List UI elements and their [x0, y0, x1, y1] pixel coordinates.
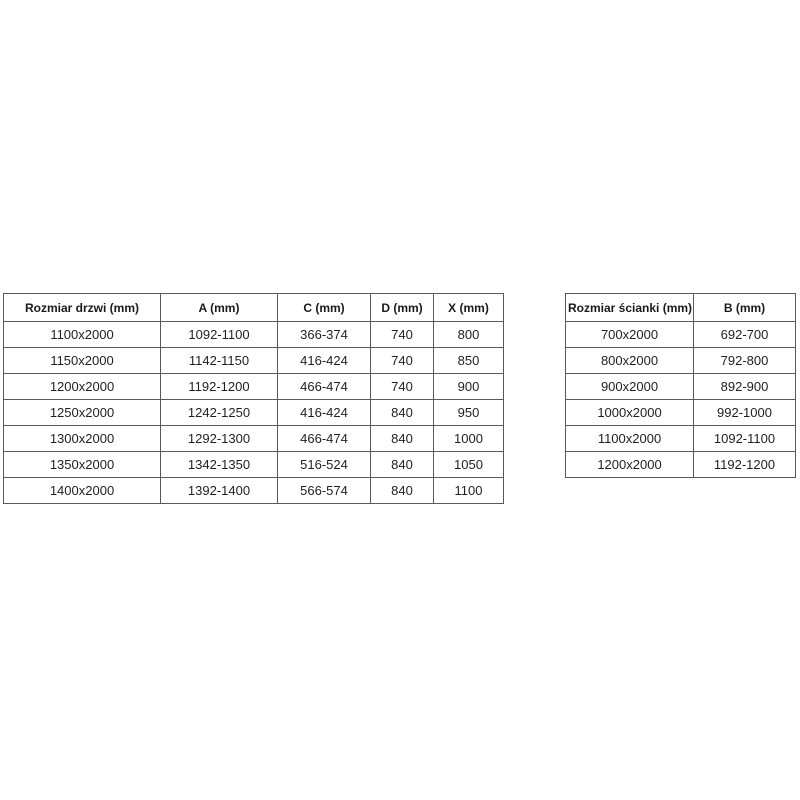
- column-header: X (mm): [434, 294, 504, 322]
- table-row: [4, 426, 504, 452]
- table-cell: 1000x2000: [566, 400, 694, 426]
- table-cell: 992-1000: [694, 400, 796, 426]
- table-cell: 1150x2000: [4, 348, 161, 374]
- table-row: [4, 400, 504, 426]
- table-cell: 1100x2000: [4, 322, 161, 348]
- table-row: [4, 452, 504, 478]
- table-cell: 840: [371, 400, 434, 426]
- table-cell: 740: [371, 348, 434, 374]
- column-header: A (mm): [161, 294, 278, 322]
- table-cell: 416-424: [278, 400, 371, 426]
- table-cell: 1392-1400: [161, 478, 278, 504]
- table-cell: 700x2000: [566, 322, 694, 348]
- table-cell: 1200x2000: [4, 374, 161, 400]
- table-cell: 1100: [434, 478, 504, 504]
- table-cell: 566-574: [278, 478, 371, 504]
- table-cell: 1300x2000: [4, 426, 161, 452]
- table-cell: 1092-1100: [694, 426, 796, 452]
- table-row: [4, 322, 504, 348]
- table-cell: 1250x2000: [4, 400, 161, 426]
- column-header: B (mm): [694, 294, 796, 322]
- table-row: [566, 348, 796, 374]
- table-cell: 900x2000: [566, 374, 694, 400]
- table-cell: 466-474: [278, 374, 371, 400]
- table-cell: 692-700: [694, 322, 796, 348]
- table-row: [4, 478, 504, 504]
- table-cell: 1200x2000: [566, 452, 694, 478]
- table-cell: 900: [434, 374, 504, 400]
- table-row: [566, 452, 796, 478]
- column-header: C (mm): [278, 294, 371, 322]
- table-cell: 1192-1200: [694, 452, 796, 478]
- table-cell: 800: [434, 322, 504, 348]
- door-size-table: [3, 293, 504, 504]
- table-cell: 516-524: [278, 452, 371, 478]
- column-header: D (mm): [371, 294, 434, 322]
- table-cell: 892-900: [694, 374, 796, 400]
- table-cell: 840: [371, 452, 434, 478]
- table-row: [566, 426, 796, 452]
- table-cell: 1000: [434, 426, 504, 452]
- table-cell: 740: [371, 322, 434, 348]
- table-cell: 1242-1250: [161, 400, 278, 426]
- table-row: [566, 400, 796, 426]
- table-cell: 840: [371, 478, 434, 504]
- table-row: [4, 348, 504, 374]
- table-cell: 1192-1200: [161, 374, 278, 400]
- table-cell: 840: [371, 426, 434, 452]
- table-cell: 466-474: [278, 426, 371, 452]
- column-header: Rozmiar drzwi (mm): [4, 294, 161, 322]
- table-cell: 1292-1300: [161, 426, 278, 452]
- table-row: [566, 374, 796, 400]
- table-cell: 1092-1100: [161, 322, 278, 348]
- table-cell: 1400x2000: [4, 478, 161, 504]
- header-row: [566, 294, 796, 322]
- table-row: [4, 374, 504, 400]
- wall-size-table: [565, 293, 796, 478]
- table-cell: 800x2000: [566, 348, 694, 374]
- table-cell: 1350x2000: [4, 452, 161, 478]
- table-cell: 1100x2000: [566, 426, 694, 452]
- table-cell: 740: [371, 374, 434, 400]
- table-row: [566, 322, 796, 348]
- table-cell: 792-800: [694, 348, 796, 374]
- table-cell: 1142-1150: [161, 348, 278, 374]
- table-cell: 950: [434, 400, 504, 426]
- table-cell: 1342-1350: [161, 452, 278, 478]
- table-cell: 416-424: [278, 348, 371, 374]
- header-row: [4, 294, 504, 322]
- table-cell: 1050: [434, 452, 504, 478]
- column-header: Rozmiar ścianki (mm): [566, 294, 694, 322]
- table-cell: 366-374: [278, 322, 371, 348]
- table-cell: 850: [434, 348, 504, 374]
